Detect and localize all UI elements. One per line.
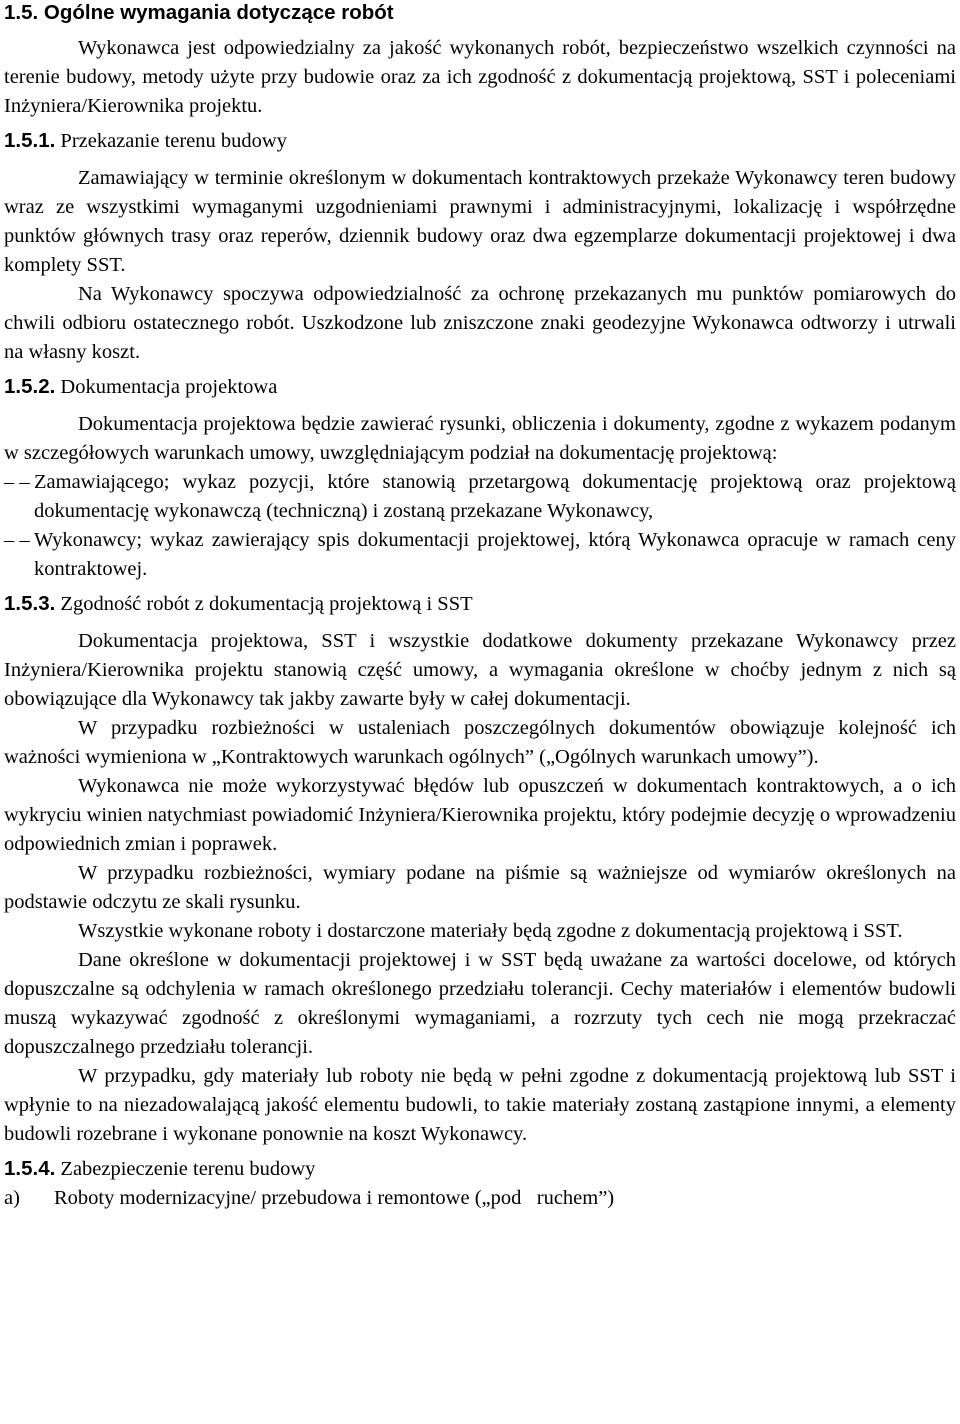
paragraph: Dane określone w dokumentacji projektowej i w SST będą uważane za wartości docelowe, od których dopuszczalne są odchylenia w ramach określonego przedziału tolerancji. Cechy materiałów i elementów budowli muszą wykazywać zgodność z określonymi wymaganiami, a rozrzuty tych cech nie mogą przekraczać dopuszczalnego przedziału tolerancji. <box>4 949 956 1058</box>
subsection-heading-154 <box>4 1154 956 1184</box>
subsection-title: Dokumentacja projektowa <box>60 376 278 398</box>
item-text: Roboty modernizacyjne/ przebudowa i remontowe („pod ruchem”) <box>54 1187 615 1209</box>
subsection-title: Zabezpieczenie terenu budowy <box>60 1158 316 1180</box>
dash-marker: – – <box>4 471 30 493</box>
paragraph: W przypadku rozbieżności w ustaleniach poszczególnych dokumentów obowiązuje kolejność ich ważności wymieniona w „Kontraktowych warunkach ogólnych” („Ogólnych warunkach umowy”). <box>4 717 956 768</box>
list-item <box>4 526 956 584</box>
subsection-number: 1.5.2. <box>4 375 56 398</box>
subsection-title: Zgodność robót z dokumentacją projektową i SST <box>60 593 473 615</box>
section-intro: Wykonawca jest odpowiedzialny za jakość wykonanych robót, bezpieczeństwo wszelkich czynności na terenie budowy, metody użyte przy budowie oraz za ich zgodność z dokumentacją projektową, SST i poleceniami Inżyniera/Kierownika projektu. <box>4 37 956 117</box>
paragraph: Zamawiający w terminie określonym w dokumentach kontraktowych przekaże Wykonawcy teren budowy wraz ze wszystkimi wymaganymi uzgodnieniami prawnymi i administracyjnymi, lokalizację i współrzędne punktów głównych trasy oraz reperów, dziennik budowy oraz dwa egzemplarze dokumentacji projektowej i dwa komplety SST. <box>4 167 956 276</box>
dash-marker: – – <box>4 529 30 551</box>
list-item-text: Wykonawcy; wykaz zawierający spis dokumentacji projektowej, którą Wykonawca opracuje w ramach ceny kontraktowej. <box>34 529 956 580</box>
paragraph: W przypadku, gdy materiały lub roboty nie będą w pełni zgodne z dokumentacją projektową lub SST i wpłynie to na niezadowalającą jakość elementu budowli, to takie materiały zostaną zastąpione innymi, a elementy budowli rozebrane i wykonane ponownie na koszt Wykonawcy. <box>4 1065 956 1145</box>
section-heading: 1.5. Ogólne wymagania dotyczące robót <box>4 1 394 24</box>
subsection-heading-153 <box>4 589 956 619</box>
paragraph: Dokumentacja projektowa będzie zawierać rysunki, obliczenia i dokumenty, zgodne z wykazem podanym w szczegółowych warunkach umowy, uwzględniającym podział na dokumentację projektową: <box>4 413 956 464</box>
subsection-number: 1.5.3. <box>4 592 56 615</box>
lettered-item <box>4 1184 956 1213</box>
paragraph: Wszystkie wykonane roboty i dostarczone materiały będą zgodne z dokumentacją projektową i SST. <box>78 920 903 942</box>
paragraph: Dokumentacja projektowa, SST i wszystkie dodatkowe dokumenty przekazane Wykonawcy przez Inżyniera/Kierownika projektu stanowią część umowy, a wymagania określone w choćby jednym z nich są obowiązujące dla Wykonawcy tak jakby zawarte były w całej dokumentacji. <box>4 630 956 710</box>
paragraph: Wykonawca nie może wykorzystywać błędów lub opuszczeń w dokumentach kontraktowych, a o ich wykryciu winien natychmiast powiadomić Inżyniera/Kierownika projektu, który podejmie decyzję o wprowadzeniu odpowiednich zmian i poprawek. <box>4 775 956 855</box>
paragraph: Na Wykonawcy spoczywa odpowiedzialność za ochronę przekazanych mu punktów pomiarowych do chwili odbioru ostatecznego robót. Uszkodzone lub zniszczone znaki geodezyjne Wykonawca odtworzy i utrwali na własny koszt. <box>4 283 956 363</box>
paragraph: W przypadku rozbieżności, wymiary podane na piśmie są ważniejsze od wymiarów określonych na podstawie odczytu ze skali rysunku. <box>4 862 956 913</box>
dash-list <box>4 468 956 584</box>
subsection-heading-151 <box>4 126 956 156</box>
subsection-title: Przekazanie terenu budowy <box>60 130 287 152</box>
list-item <box>4 468 956 526</box>
subsection-number: 1.5.1. <box>4 129 56 152</box>
subsection-number: 1.5.4. <box>4 1157 56 1180</box>
subsection-heading-152 <box>4 372 956 402</box>
item-label: a) <box>4 1187 20 1209</box>
list-item-text: Zamawiającego; wykaz pozycji, które stanowią przetargową dokumentację projektową oraz projektową dokumentację wykonawczą (techniczną) i zostaną przekazane Wykonawcy, <box>34 471 956 522</box>
